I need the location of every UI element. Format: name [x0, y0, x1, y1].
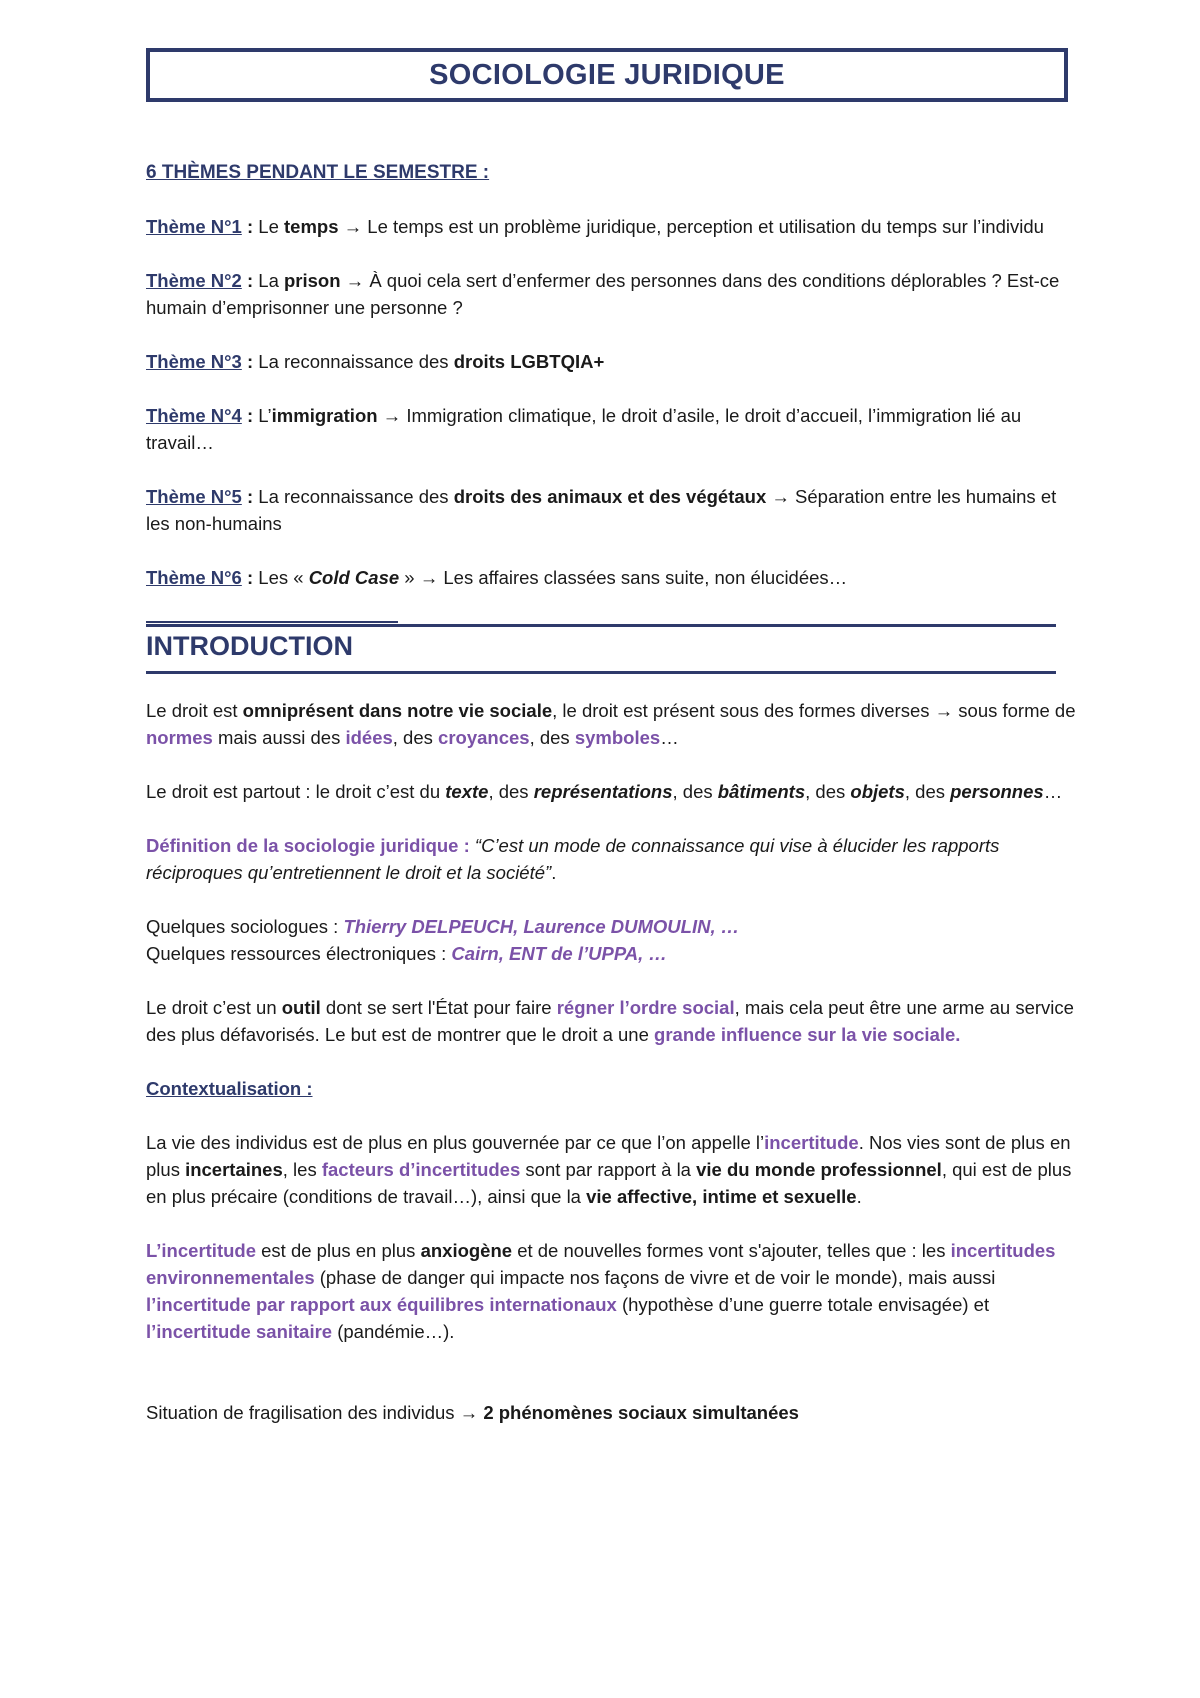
theme-item: Thème N°3 : La reconnaissance des droits LGBTQIA+: [146, 351, 605, 372]
theme-label: Thème N°3: [146, 351, 242, 372]
paragraph: Le droit est partout : le droit c’est du texte, des représentations, des bâtiments, des objets, des personnes…: [146, 781, 1063, 802]
definition-paragraph: Définition de la sociologie juridique : “C’est un mode de connaissance qui vise à élucider les rapports réciproques qu’entretiennent le droit et la société”.: [146, 835, 1000, 883]
sociologists-line: Quelques sociologues : Thierry DELPEUCH, Laurence DUMOULIN, …: [146, 916, 740, 937]
theme-item: Thème N°4 : L’immigration → Immigration climatique, le droit d’asile, le droit d’accueil, l’immigration lié au travail…: [146, 405, 1022, 453]
themes-heading: 6 THÈMES PENDANT LE SEMESTRE :: [146, 162, 490, 183]
theme-label: Thème N°1: [146, 216, 242, 237]
theme-label: Thème N°4: [146, 405, 242, 426]
contextualisation-heading: Contextualisation :: [146, 1078, 313, 1099]
theme-label: Thème N°2: [146, 270, 242, 291]
divider: [146, 624, 1056, 627]
theme-label: Thème N°6: [146, 567, 242, 588]
theme-item: Thème N°2 : La prison → À quoi cela sert d’enfermer des personnes dans des conditions déplorables ? Est-ce humain d’emprisonner une personne ?: [146, 270, 1060, 318]
theme-label: Thème N°5: [146, 486, 242, 507]
theme-item: Thème N°5 : La reconnaissance des droits des animaux et des végétaux → Séparation entre les humains et les non-humains: [146, 486, 1057, 534]
paragraph: Situation de fragilisation des individus → 2 phénomènes sociaux simultanées: [146, 1402, 799, 1423]
divider: [146, 621, 398, 623]
document-title: SOCIOLOGIE JURIDIQUE: [429, 58, 785, 91]
theme-item: Thème N°1 : Le temps → Le temps est un problème juridique, perception et utilisation du temps sur l’individu: [146, 216, 1044, 237]
title-box: [146, 48, 1068, 102]
resources-line: Quelques ressources électroniques : Cairn, ENT de l’UPPA, …: [146, 943, 667, 964]
theme-item: Thème N°6 : Les « Cold Case » → Les affaires classées sans suite, non élucidées…: [146, 567, 848, 588]
paragraph: Le droit c’est un outil dont se sert l'État pour faire régner l’ordre social, mais cela peut être une arme au service des plus défavorisés. Le but est de montrer que le droit a une grande influence sur la vie sociale.: [146, 997, 1074, 1045]
paragraph: Le droit est omniprésent dans notre vie sociale, le droit est présent sous des formes diverses → sous forme de normes mais aussi des idées, des croyances, des symboles…: [146, 700, 1076, 748]
document-content: [146, 158, 1076, 1426]
section-title: INTRODUCTION: [146, 631, 353, 661]
introduction-heading-block: [146, 621, 1076, 677]
paragraph: L’incertitude est de plus en plus anxiogène et de nouvelles formes vont s'ajouter, telles que : les incertitudes environnementales (phase de danger qui impacte nos façons de vivre et de voir le monde), mais aussi l’incertitude par rapport aux équilibres internationaux (hypothèse d’une guerre totale envisagée) et l’incertitude sanitaire (pandémie…).: [146, 1240, 1056, 1342]
paragraph: La vie des individus est de plus en plus gouvernée par ce que l’on appelle l’incertitude. Nos vies sont de plus en plus incertaines, les facteurs d’incertitudes sont par rapport à la vie du monde professionnel, qui est de plus en plus précaire (conditions de travail…), ainsi que la vie affective, intime et sexuelle.: [146, 1132, 1072, 1207]
divider: [146, 671, 1056, 674]
